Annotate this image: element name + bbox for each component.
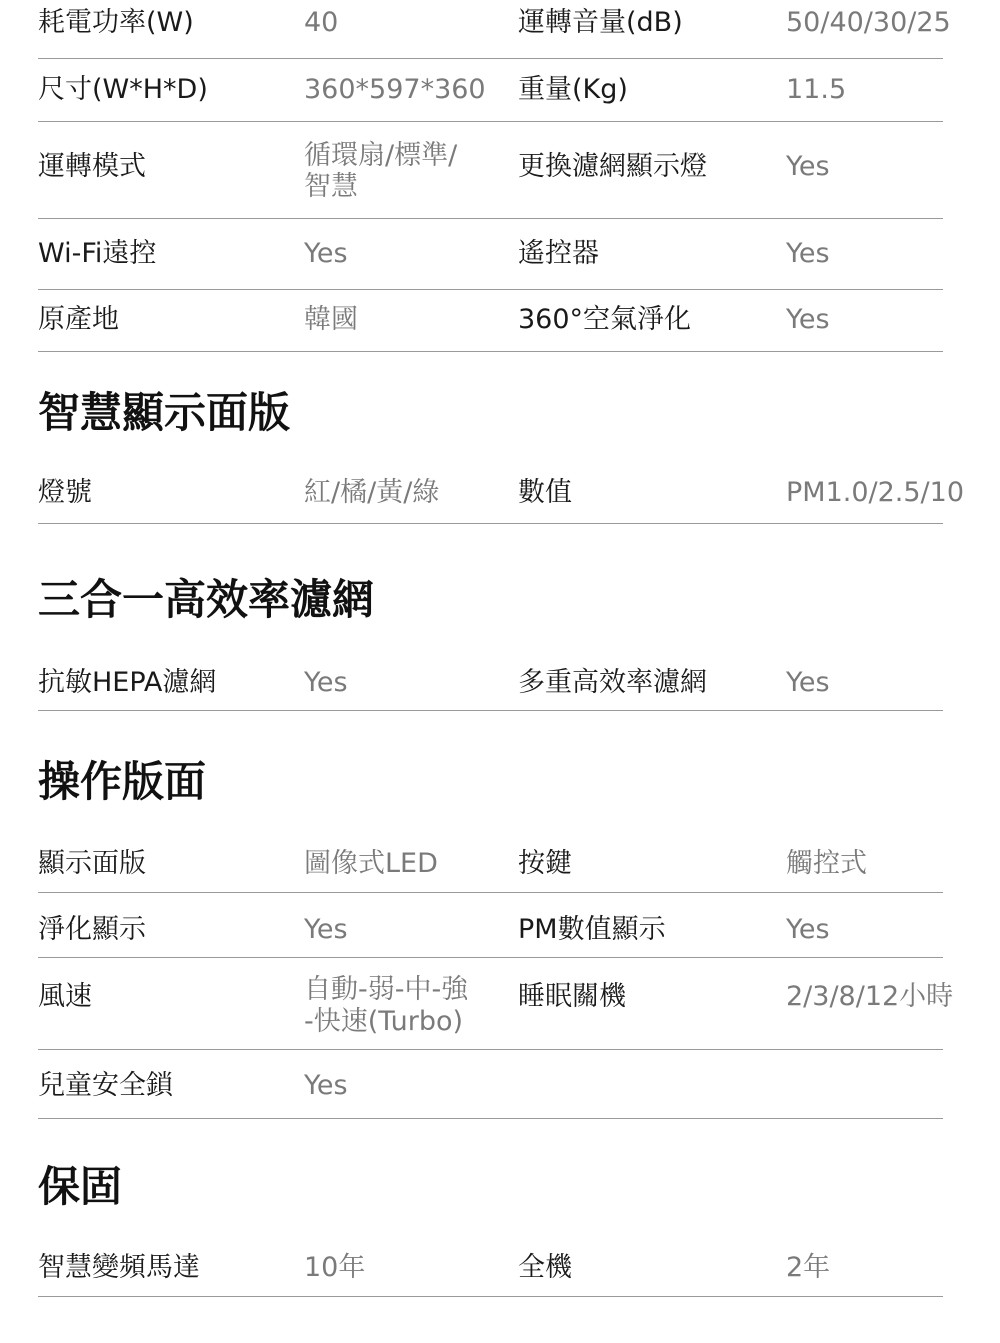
display-label-values: 數值: [518, 477, 572, 508]
spec-value-remote: Yes: [786, 238, 830, 269]
filter-value-multi: Yes: [786, 667, 830, 698]
filter-label-hepa: 抗敏HEPA濾網: [38, 667, 217, 698]
section-heading-operation: 操作版面: [38, 757, 207, 806]
warranty-row: [38, 1234, 943, 1297]
spec-label-power: 耗電功率(W): [38, 7, 194, 38]
operation-value-sleep-off: 2/3/8/12小時: [786, 981, 954, 1012]
spec-value-origin: 韓國: [304, 304, 358, 335]
spec-label-weight: 重量(Kg): [518, 74, 628, 105]
operation-row-display: [38, 832, 943, 893]
operation-label-display: 顯示面版: [38, 848, 146, 879]
display-panel-row: [38, 462, 965, 524]
spec-row-size: [38, 59, 943, 122]
section-heading-warranty: 保固: [38, 1162, 123, 1211]
spec-row-power: [38, 0, 951, 59]
spec-value-360-purify: Yes: [786, 304, 830, 335]
filter-label-multi: 多重高效率濾網: [518, 667, 707, 698]
spec-label-filter-light: 更換濾網顯示燈: [518, 151, 707, 182]
warranty-value-whole: 2年: [786, 1252, 831, 1283]
warranty-value-motor: 10年: [304, 1252, 366, 1283]
section-heading-filter: 三合一高效率濾網: [38, 575, 375, 624]
spec-label-remote: 遙控器: [518, 238, 599, 269]
section-heading-display-panel: 智慧顯示面版: [38, 388, 291, 437]
spec-label-noise: 運轉音量(dB): [518, 7, 683, 38]
spec-label-wifi: Wi-Fi遠控: [38, 238, 157, 269]
operation-value-display: 圖像式LED: [304, 848, 438, 879]
spec-value-noise: 50/40/30/25: [786, 7, 951, 38]
operation-label-buttons: 按鍵: [518, 848, 572, 879]
spec-value-mode-line2: 智慧: [304, 171, 358, 202]
operation-label-sleep-off: 睡眠關機: [518, 981, 626, 1012]
operation-label-child-lock: 兒童安全鎖: [38, 1070, 173, 1101]
operation-value-buttons: 觸控式: [786, 848, 867, 879]
operation-value-fan-speed-line1: 自動-弱-中-強: [304, 974, 469, 1005]
spec-value-mode-line1: 循環扇/標準/: [304, 140, 458, 171]
spec-value-weight: 11.5: [786, 74, 847, 105]
spec-row-wifi: [38, 219, 943, 290]
spec-label-origin: 原產地: [38, 304, 119, 335]
operation-row-fan-speed: [38, 958, 954, 1050]
spec-value-wifi: Yes: [304, 238, 348, 269]
warranty-label-motor: 智慧變頻馬達: [38, 1252, 200, 1283]
filter-value-hepa: Yes: [304, 667, 348, 698]
filter-row: [38, 650, 943, 711]
operation-value-fan-speed-line2: -快速(Turbo): [304, 1006, 464, 1037]
operation-value-child-lock: Yes: [304, 1070, 348, 1101]
operation-row-purify: [38, 893, 943, 958]
spec-value-size: 360*597*360: [304, 74, 486, 105]
operation-label-pm-display: PM數值顯示: [518, 914, 666, 945]
spec-label-size: 尺寸(W*H*D): [38, 74, 208, 105]
operation-row-child-lock: [38, 1050, 943, 1119]
operation-value-pm-display: Yes: [786, 914, 830, 945]
spec-row-mode: [38, 122, 943, 219]
operation-value-purify: Yes: [304, 914, 348, 945]
operation-label-fan-speed: 風速: [38, 981, 92, 1012]
display-value-indicator: 紅/橘/黃/綠: [304, 477, 440, 508]
spec-value-filter-light: Yes: [786, 151, 830, 182]
spec-label-360-purify: 360°空氣淨化: [518, 304, 692, 335]
spec-label-mode: 運轉模式: [38, 151, 146, 182]
warranty-label-whole: 全機: [518, 1252, 572, 1283]
display-label-indicator: 燈號: [38, 477, 92, 508]
operation-label-purify: 淨化顯示: [38, 914, 146, 945]
display-value-values: PM1.0/2.5/10: [786, 477, 965, 508]
spec-row-origin: [38, 290, 943, 352]
spec-value-power: 40: [304, 7, 339, 38]
